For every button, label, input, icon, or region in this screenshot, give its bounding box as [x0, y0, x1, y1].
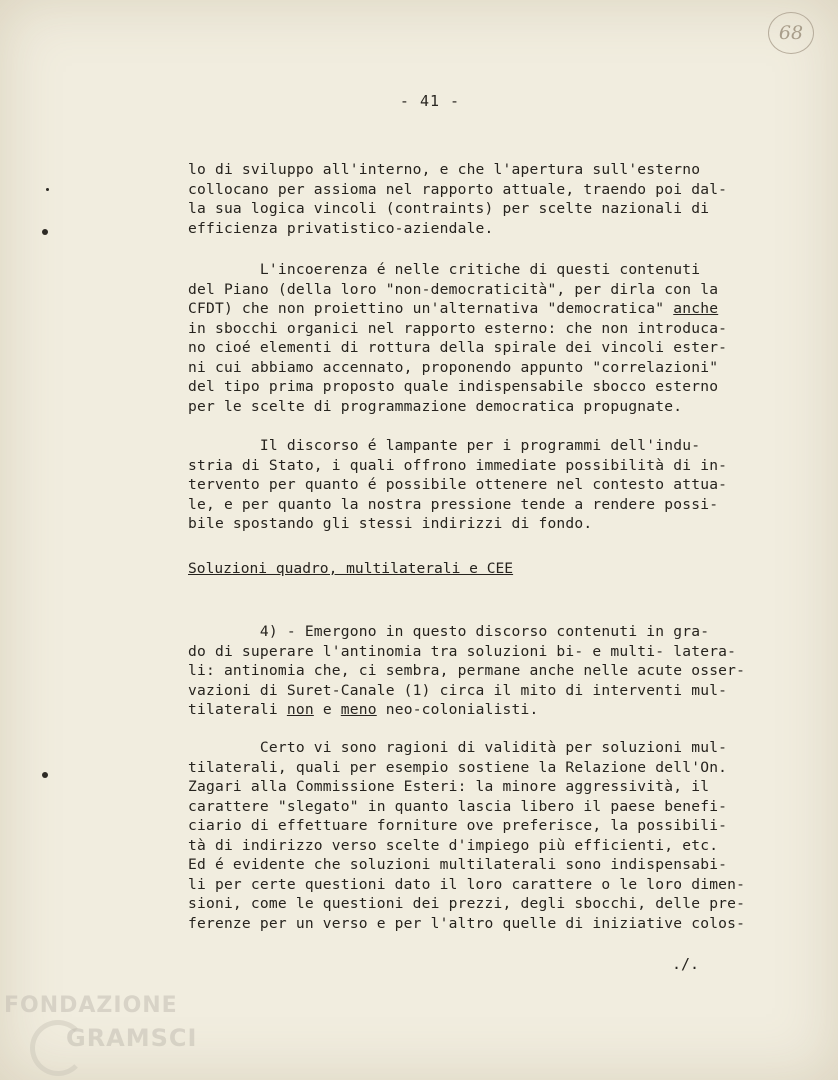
text-line: ni cui abbiamo accennato, proponendo appunto "correlazioni" — [188, 358, 719, 376]
text-line: carattere "slegato" in quanto lascia libero il paese benefi- — [188, 797, 728, 815]
paragraph-4 — [188, 622, 808, 720]
text-line: CFDT) che non proiettino un'alternativa "democratica" anche — [188, 300, 719, 317]
margin-mark — [42, 229, 48, 235]
text-line: tilaterali non e meno neo-colonialisti. — [188, 701, 539, 718]
text-line: bile spostando gli stessi indirizzi di fondo. — [188, 515, 593, 532]
text-line: le, e per quanto la nostra pressione tende a rendere possi- — [188, 495, 719, 513]
continuation-mark: ./. — [672, 955, 700, 973]
text-line: tà di indirizzo verso scelte d'impiego più efficienti, etc. — [188, 836, 719, 854]
text-line: Il discorso é lampante per i programmi dell'indu- — [188, 437, 701, 454]
text-line: tervento per quanto é possibile ottenere nel contesto attua- — [188, 476, 728, 493]
page-number: - 41 - — [399, 92, 461, 110]
text-line: tilaterali, quali per esempio sostiene la Relazione dell'On. — [188, 758, 728, 776]
margin-mark — [46, 188, 49, 191]
underlined-word: meno — [340, 701, 377, 718]
watermark-line: GRAMSCI — [66, 1024, 198, 1052]
text-line: stria di Stato, i quali offrono immediate possibilità di in- — [188, 456, 728, 474]
text-line: ferenze per un verso e per l'altro quelle di iniziative colos- — [188, 914, 746, 932]
paragraph-3 — [188, 436, 808, 534]
paragraph-2 — [188, 260, 808, 416]
text-line: lo di sviluppo all'interno, e che l'apertura sull'esterno — [188, 161, 701, 178]
section-heading: Soluzioni quadro, multilaterali e CEE — [188, 560, 514, 577]
paragraph-5 — [188, 738, 808, 933]
underlined-word: anche — [673, 300, 719, 317]
text-line: Zagari alla Commissione Esteri: la minore aggressività, il — [188, 778, 710, 795]
text-line: Ed é evidente che soluzioni multilaterali sono indispensabi- — [188, 856, 728, 873]
archive-stamp-number: 68 — [768, 12, 814, 54]
margin-mark — [42, 772, 48, 778]
text-line: Certo vi sono ragioni di validità per soluzioni mul- — [188, 739, 728, 756]
text-line: ciario di effettuare forniture ove preferisce, la possibili- — [188, 817, 728, 834]
underlined-word: non — [286, 701, 314, 718]
text-line: li per certe questioni dato il loro carattere o le loro dimen- — [188, 875, 746, 893]
text-line: L'incoerenza é nelle critiche di questi contenuti — [188, 261, 701, 278]
text-line: in sbocchi organici nel rapporto esterno: che non introduca- — [188, 319, 728, 337]
text-line: no cioé elementi di rottura della spirale dei vincoli ester- — [188, 339, 728, 356]
paragraph-1 — [188, 160, 808, 238]
text-line: vazioni di Suret-Canale (1) circa il mito di interventi mul- — [188, 681, 728, 699]
text-line: do di superare l'antinomia tra soluzioni bi- e multi- latera- — [188, 642, 737, 660]
text-line: li: antinomia che, ci sembra, permane anche nelle acute osser- — [188, 662, 746, 679]
text-line: sioni, come le questioni dei prezzi, degli sbocchi, delle pre- — [188, 895, 746, 912]
watermark-line: FONDAZIONE — [4, 993, 178, 1018]
text-line: 4) - Emergono in questo discorso contenuti in gra- — [188, 623, 710, 640]
text-line: del Piano (della loro "non-democraticità", per dirla con la — [188, 280, 719, 298]
watermark-logo — [4, 990, 197, 1054]
text-line: efficienza privatistico-aziendale. — [188, 219, 494, 237]
text-line: collocano per assioma nel rapporto attuale, traendo poi dal- — [188, 180, 728, 198]
text-line: la sua logica vincoli (contraints) per scelte nazionali di — [188, 200, 710, 217]
text-line: del tipo prima proposto quale indispensabile sbocco esterno — [188, 378, 719, 395]
text-line: per le scelte di programmazione democratica propugnate. — [188, 397, 683, 415]
